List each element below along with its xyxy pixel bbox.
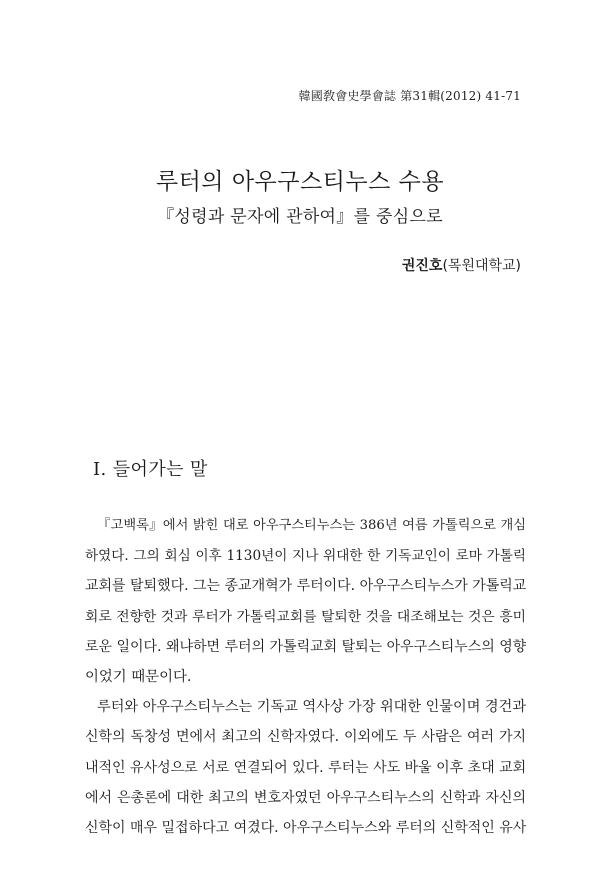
author-name: 권진호 xyxy=(401,258,443,274)
paragraph-1-line-2: 하였다. 그의 회심 이후 1130년이 지나 위대한 한 기독교인이 로마 가톨릭 xyxy=(85,548,526,564)
paragraph-1-line-6: 이었기 때문이다. xyxy=(85,669,192,685)
paragraph-1-line-3: 교회를 탈퇴했다. 그는 종교개혁가 루터이다. 아우구스티누스가 가톨릭교 xyxy=(85,578,526,594)
author-affiliation: (목원대학교) xyxy=(442,258,521,274)
paragraph-2-line-2: 신학의 독창성 면에서 최고의 신학자였다. 이외에도 두 사람은 여러 가지 xyxy=(85,729,526,745)
article-subtitle: 『성령과 문자에 관하여』를 중심으로 xyxy=(157,207,443,227)
section-heading: I. 들어가는 말 xyxy=(93,459,208,480)
paragraph-2-line-1: 루터와 아우구스티누스는 기독교 역사상 가장 위대한 인물이며 경건과 xyxy=(97,699,526,715)
author-line xyxy=(402,255,521,275)
paragraph-2-line-5: 신학이 매우 밀접하다고 여겼다. 아우구스티누스와 루터의 신학적인 유사 xyxy=(85,820,526,836)
paragraph-2-line-4: 에서 은총론에 대한 최고의 변호자였던 아우구스티누스의 신학과 자신의 xyxy=(85,790,526,806)
running-head: 韓國敎會史學會誌 第31輯(2012) 41-71 xyxy=(298,89,521,103)
article-title: 루터의 아우구스티누스 수용 xyxy=(155,169,445,195)
paragraph-1-line-4: 회로 전향한 것과 루터가 가톨릭교회를 탈퇴한 것을 대조해보는 것은 흥미 xyxy=(85,609,526,625)
paragraph-2-line-3: 내적인 유사성으로 서로 연결되어 있다. 루터는 사도 바울 이후 초대 교회 xyxy=(85,760,526,776)
paragraph-1-line-5: 로운 일이다. 왜냐하면 루터의 가톨릭교회 탈퇴는 아우구스티누스의 영향 xyxy=(85,639,526,655)
paragraph-1-line-1: 『고백록』에서 밝힌 대로 아우구스티누스는 386년 여름 가톨릭으로 개심 xyxy=(97,518,526,533)
